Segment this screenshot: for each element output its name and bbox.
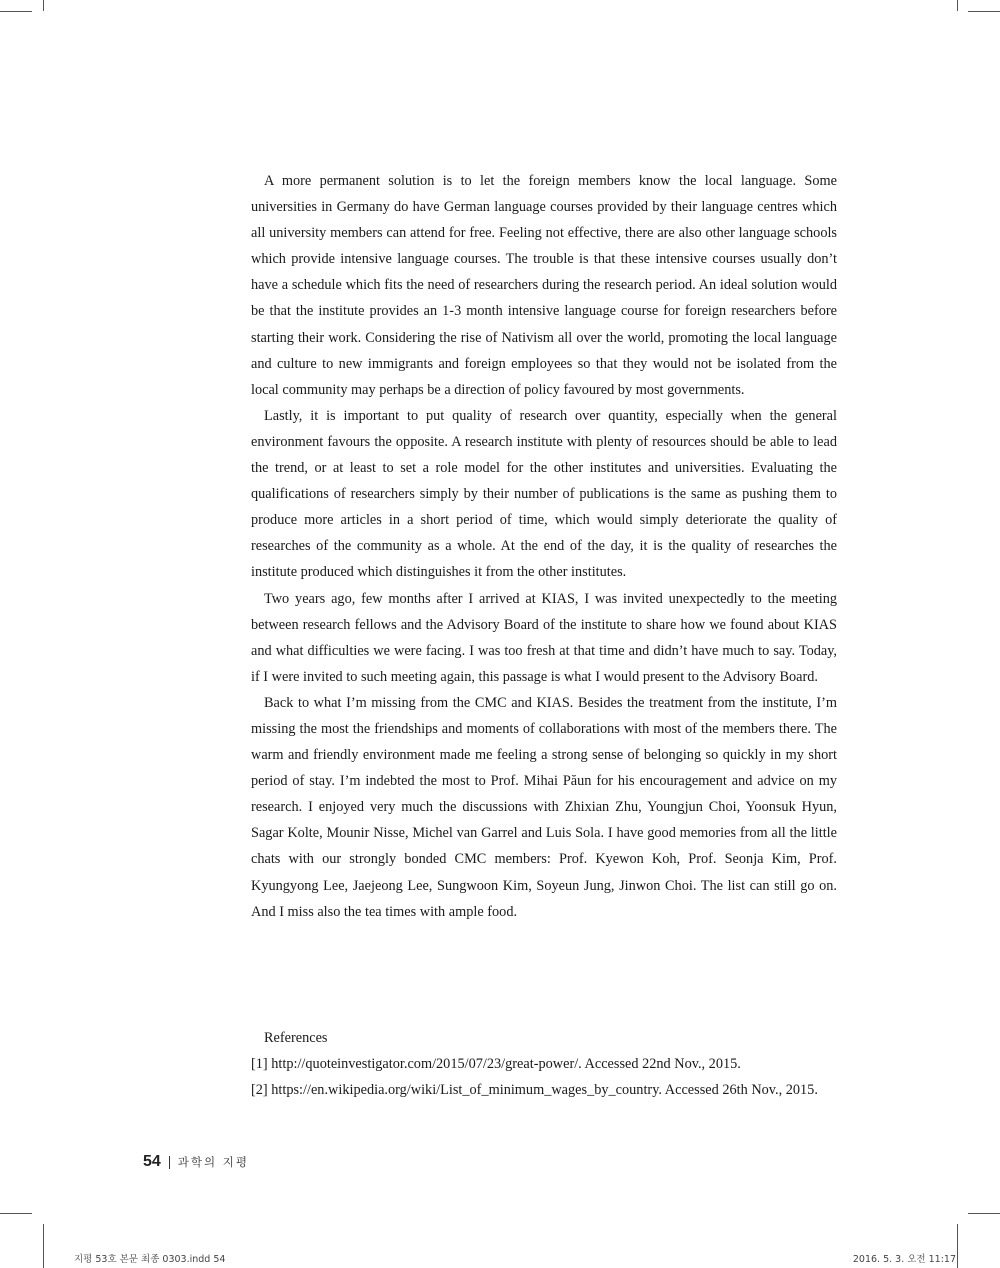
paragraph: Lastly, it is important to put quality of research over quantity, especially when the general environment favours the opposite. A research institute with plenty of resources should be able to lead the trend, or at least to set a role model for the other institutes and universities. Evaluating the qualifications of researchers simply by their number of publications is the same as pushing them to produce more articles in a short period of time, which would simply deteriorate the quality of researches of the community as a whole. At the end of the day, it is the quality of researches the institute produced which distinguishes it from the other institutes. xyxy=(251,407,837,581)
paragraph: Back to what I’m missing from the CMC and KIAS. Besides the treatment from the institute, I’m missing the most the friendships and moments of collaborations with most of the members there. The warm and friendly environment made me feeling a strong sense of belonging so quickly in my short period of stay. I’m indebted the most to Prof. Mihai Păun for his encouragement and advice on my research. I enjoyed very much the discussions with Zhixian Zhu, Youngjun Choi, Yoonsuk Hyun, Sagar Kolte, Mounir Nisse, Michel van Garrel and Luis Sola. I have good memories from all the little chats with our strongly bonded CMC members: Prof. Kyewon Koh, Prof. Seonja Kim, Prof. Kyungyong Lee, Jaejeong Lee, Sungwoon Kim, Soyeun Jung, Jinwon Choi. The list can still go on. And I miss also the tea times with ample food. xyxy=(251,694,837,920)
crop-mark xyxy=(957,0,958,11)
crop-mark xyxy=(968,1213,1000,1214)
paragraph: Two years ago, few months after I arrived at KIAS, I was invited unexpectedly to the meeting between research fellows and the Advisory Board of the institute to share how we found about KIAS and what difficulties we were facing. I was too fresh at that time and didn’t have much to say. Today, if I were invited to such meeting again, this passage is what I would present to the Advisory Board. xyxy=(251,590,837,685)
page-number: 54 xyxy=(143,1153,161,1170)
references-section xyxy=(251,1025,871,1103)
reference-item: [1] http://quoteinvestigator.com/2015/07/23/great-power/. Accessed 22nd Nov., 2015. xyxy=(251,1056,741,1072)
slug-timestamp: 2016. 5. 3. 오전 11:17 xyxy=(852,1254,956,1265)
paragraph: A more permanent solution is to let the foreign members know the local language. Some universities in Germany do have German language courses provided by their language centres which all university members can attend for free. Feeling not effective, there are also other language schools which provide intensive language courses. The trouble is that these intensive courses usually don’t have a schedule which fits the need of researchers during the research period. An ideal solution would be that the institute provides an 1-3 month intensive language course for foreign researchers before starting their work. Considering the rise of Nativism all over the world, promoting the local language and culture to new immigrants and foreign employees so that they would not be isolated from the local community may perhaps be a direction of policy favoured by most governments. xyxy=(251,173,837,398)
references-heading: References xyxy=(264,1030,328,1046)
article-body xyxy=(251,168,837,925)
crop-mark xyxy=(0,1213,32,1214)
folio-divider xyxy=(169,1156,170,1169)
crop-mark xyxy=(43,0,44,11)
crop-mark xyxy=(968,11,1000,12)
crop-mark xyxy=(0,11,32,12)
crop-mark xyxy=(43,1224,44,1268)
crop-mark xyxy=(957,1224,958,1268)
reference-item: [2] https://en.wikipedia.org/wiki/List_of_minimum_wages_by_country. Accessed 26th Nov., 2015. xyxy=(251,1082,818,1098)
page-footer xyxy=(143,1151,249,1173)
journal-name: 과학의 지평 xyxy=(177,1155,249,1169)
slug-file-label: 지평 53호 본문 최종 0303.indd 54 xyxy=(74,1254,226,1265)
